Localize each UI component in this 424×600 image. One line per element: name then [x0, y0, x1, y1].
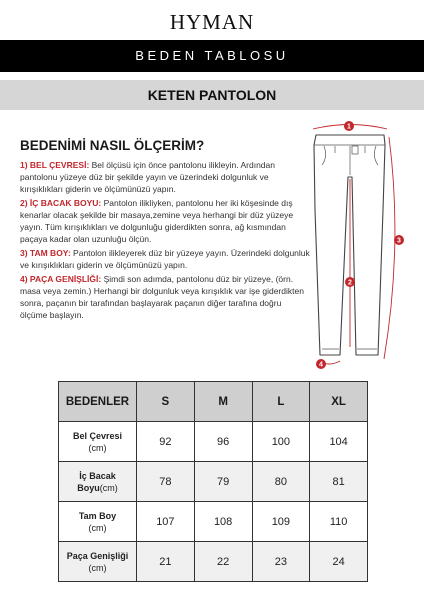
- row-label-text: Paça Genişliği: [66, 550, 129, 561]
- table-cell: 23: [252, 542, 310, 582]
- step-text: Pantolon ilikleyerek düz bir yüzeye yayın. Üzerindeki dolgunluk ve kırışıklıkları giderin ve ölçümünüzü yapın.: [20, 248, 310, 270]
- table-row: [59, 542, 368, 582]
- step-text: Bel ölçüsü için önce pantolonu ilikleyin. Ardından pantolonu yüzeye düz bir şekilde yayın ve üzerindeki dolgunluk ve kırışıklıkları giderin ve ölçümünüzü yapın.: [20, 160, 275, 194]
- table-cell: 108: [194, 502, 252, 542]
- table-cell: 110: [310, 502, 368, 542]
- step-text: Şimdi son adımda, pantolonu düz bir yüzeye, (örn. masa veya zemin.) Herhangi bir dolgunluk veya kırışıklık var işe giderdikten sonra, paçanın bir tarafından başlayarak paçanın diğer tarafına doğru ölçüme başlayın.: [20, 274, 304, 320]
- table-cell: 78: [137, 462, 195, 502]
- marker-4: 4: [319, 361, 323, 369]
- instructions-heading: BEDENİMİ NASIL ÖLÇERİM?: [20, 138, 205, 153]
- table-cell: 92: [137, 422, 195, 462]
- step-label: 2) İÇ BACAK BOYU:: [20, 198, 102, 208]
- table-cell: 100: [252, 422, 310, 462]
- table-row: [59, 422, 368, 462]
- table-cell: 109: [252, 502, 310, 542]
- row-label-text: İç Bacak Boyu: [77, 470, 116, 493]
- table-cell: 81: [310, 462, 368, 502]
- row-label-text: Tam Boy: [78, 510, 117, 521]
- table-row: [59, 462, 368, 502]
- step-length: [20, 247, 310, 271]
- table-cell: 107: [137, 502, 195, 542]
- trousers-diagram: [300, 115, 410, 380]
- size-table: [58, 381, 368, 582]
- page-title: BEDEN TABLOSU: [0, 40, 424, 72]
- brand-logo: HYMAN: [169, 10, 255, 34]
- table-cell: 22: [194, 542, 252, 582]
- table-cell: 80: [252, 462, 310, 502]
- size-header: L: [252, 382, 310, 422]
- step-label: 3) TAM BOY:: [20, 248, 71, 258]
- step-label: 4) PAÇA GENİŞLİĞİ:: [20, 274, 102, 284]
- row-label: [59, 422, 137, 462]
- table-cell: 79: [194, 462, 252, 502]
- marker-2: 2: [348, 279, 352, 287]
- row-label-text: Bel Çevresi: [72, 430, 123, 441]
- table-cell: 104: [310, 422, 368, 462]
- row-unit: (cm): [88, 442, 107, 453]
- marker-3: 3: [397, 237, 401, 245]
- size-header: M: [194, 382, 252, 422]
- size-header: XL: [310, 382, 368, 422]
- size-header: S: [137, 382, 195, 422]
- table-cell: 96: [194, 422, 252, 462]
- step-label: 1) BEL ÇEVRESİ:: [20, 160, 90, 170]
- product-name: KETEN PANTOLON: [0, 80, 424, 110]
- row-label: [59, 462, 137, 502]
- step-text: Pantolon ilikliyken, pantolonu her iki köşesinde dış kenarlar olacak şekilde bir masaya,zemine veya herhangi bir düz yüzeye yayın. Tüm kırışıklıkları ve dolgunluğu giderdikten sonra, ağ kısmından paçaya kadar olan uzunluğu ölçün.: [20, 198, 294, 244]
- table-header-row: [59, 382, 368, 422]
- table-row: [59, 502, 368, 542]
- row-label: [59, 542, 137, 582]
- marker-1: 1: [347, 123, 351, 131]
- row-unit: (cm): [99, 482, 118, 493]
- table-cell: 24: [310, 542, 368, 582]
- row-label: [59, 502, 137, 542]
- step-hem: [20, 273, 310, 321]
- step-inseam: [20, 197, 310, 245]
- table-cell: 21: [137, 542, 195, 582]
- row-unit: (cm): [88, 522, 107, 533]
- step-waist: [20, 159, 310, 195]
- measure-instructions: [20, 138, 310, 323]
- row-unit: (cm): [88, 562, 107, 573]
- header-label: BEDENLER: [59, 382, 137, 422]
